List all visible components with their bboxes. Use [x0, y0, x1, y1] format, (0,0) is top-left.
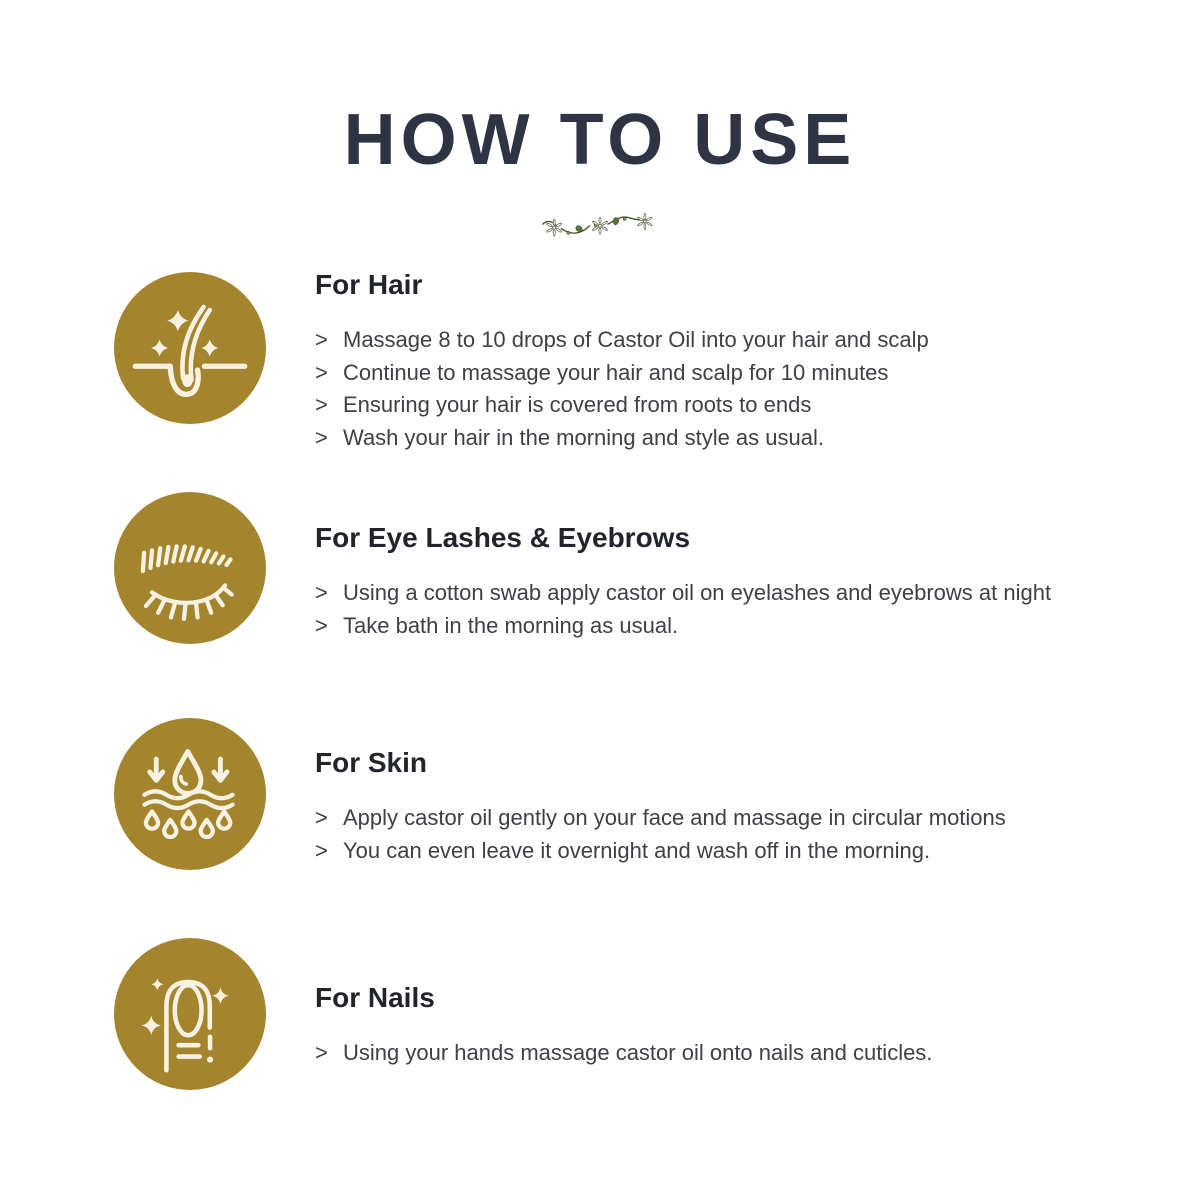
floral-vine-divider-icon — [534, 202, 666, 248]
list-item — [315, 835, 1144, 868]
nails-icon-circle — [114, 938, 266, 1090]
bullet-marker: > — [315, 837, 328, 863]
bullet-text: Take bath in the morning as usual. — [343, 612, 679, 638]
eyelash-eyebrow-icon — [114, 492, 266, 644]
bullet-text: Continue to massage your hair and scalp for 10 minutes — [343, 359, 889, 385]
list-item — [315, 610, 1144, 643]
bullet-text: Apply castor oil gently on your face and massage in circular motions — [343, 805, 1006, 830]
section-heading: For Hair — [315, 269, 423, 300]
bullet-marker: > — [315, 424, 328, 450]
bullet-marker: > — [315, 1040, 328, 1065]
section-hair-body — [315, 270, 1144, 454]
list-item — [315, 577, 1144, 610]
section-nails-body — [315, 936, 1144, 1070]
section-skin-body — [315, 716, 1144, 867]
section-heading: For Skin — [315, 747, 428, 778]
eyelash-icon-circle — [114, 492, 266, 644]
section-heading: For Nails — [315, 982, 435, 1013]
fingernail-sparkle-icon — [114, 938, 266, 1090]
list-item — [315, 802, 1144, 835]
list-item — [315, 1037, 1144, 1070]
bullet-list — [315, 802, 1144, 867]
bullet-marker: > — [315, 392, 328, 417]
bullet-text: Using a cotton swab apply castor oil on eyelashes and eyebrows at night — [343, 580, 1052, 605]
page-title: HOW TO USE — [343, 100, 857, 180]
hair-icon-circle — [114, 272, 266, 424]
bullet-marker: > — [315, 359, 328, 385]
bullet-text: Massage 8 to 10 drops of Castor Oil into your hair and scalp — [343, 327, 929, 352]
section-skin — [114, 716, 1144, 870]
bullet-list — [315, 324, 1144, 454]
section-heading: For Eye Lashes & Eyebrows — [315, 522, 691, 553]
bullet-text: Using your hands massage castor oil onto nails and cuticles. — [343, 1040, 933, 1065]
list-item — [315, 422, 1144, 455]
section-eyelashes — [114, 490, 1144, 644]
section-hair — [114, 270, 1144, 454]
skin-icon-circle — [114, 718, 266, 870]
list-item — [315, 324, 1144, 357]
section-eyelashes-body — [315, 490, 1144, 642]
list-item — [315, 389, 1144, 422]
list-item — [315, 357, 1144, 390]
bullet-marker: > — [315, 612, 328, 638]
bullet-marker: > — [315, 580, 328, 605]
bullet-list — [315, 577, 1144, 642]
bullet-text: Wash your hair in the morning and style as usual. — [343, 424, 824, 450]
bullet-text: Ensuring your hair is covered from roots to ends — [343, 392, 812, 417]
bullet-marker: > — [315, 805, 328, 830]
section-nails — [114, 936, 1144, 1090]
hair-follicle-sparkle-icon — [114, 272, 266, 424]
bullet-marker: > — [315, 327, 328, 352]
skin-moisture-drops-icon — [114, 718, 266, 870]
bullet-list — [315, 1037, 1144, 1070]
bullet-text: You can even leave it overnight and wash off in the morning. — [343, 837, 931, 863]
